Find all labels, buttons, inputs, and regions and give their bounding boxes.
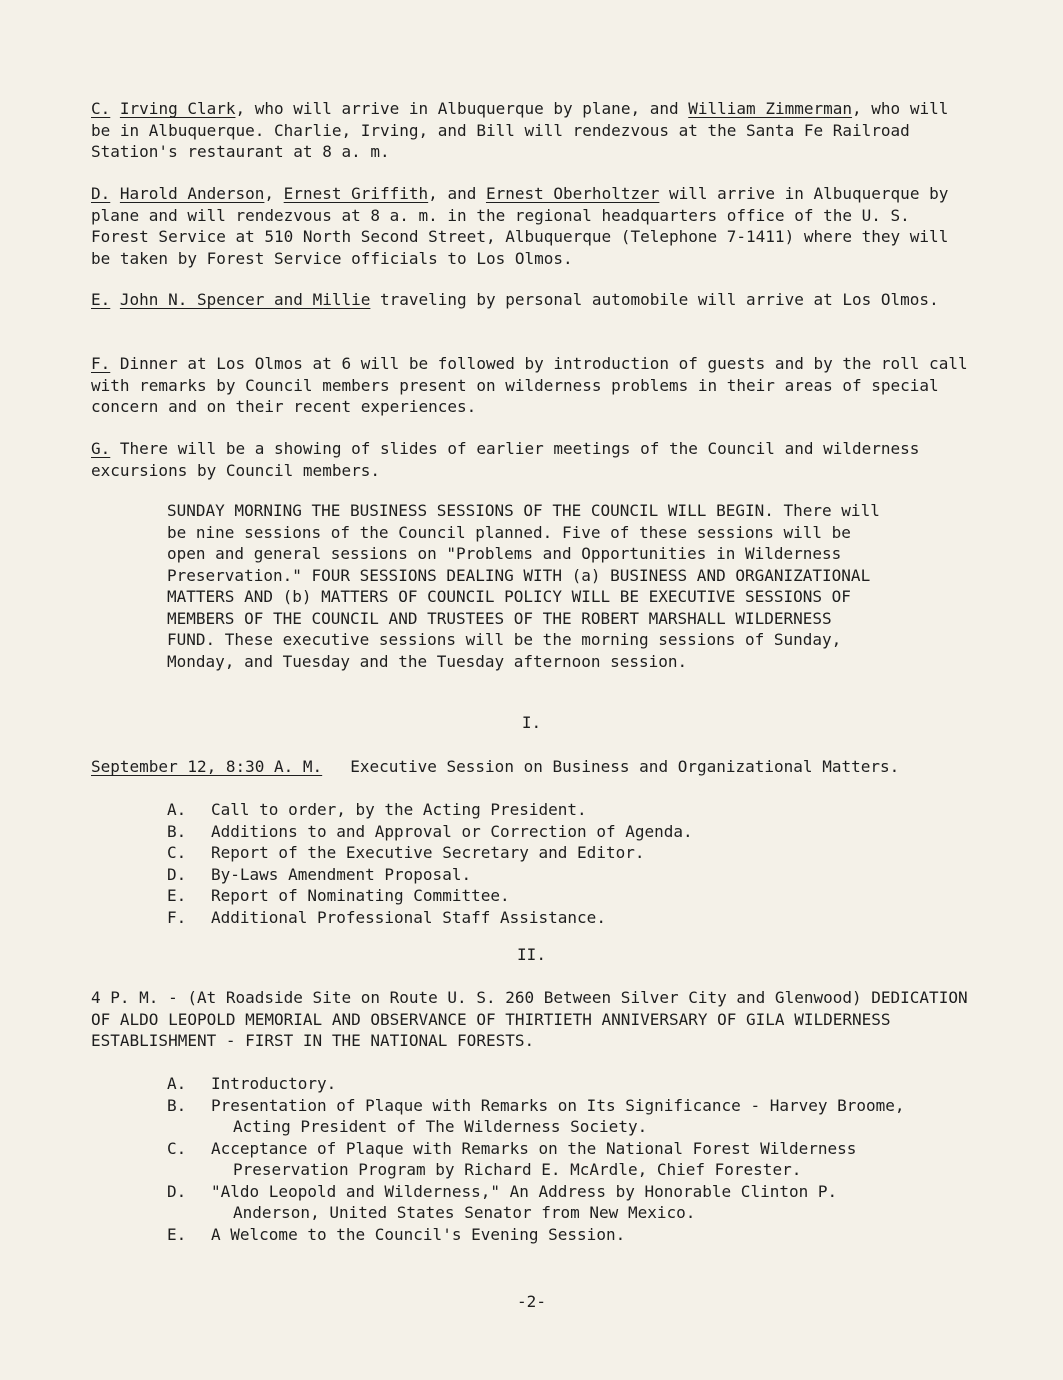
item-letter: B.	[167, 1095, 187, 1115]
paragraph-letter: C.	[91, 99, 111, 118]
paragraph-letter: E.	[91, 290, 111, 309]
person-name: Ernest Griffith	[283, 184, 429, 203]
item-text: Additions to and Approval or Correction of Agenda.	[211, 821, 693, 841]
item-text: Additional Professional Staff Assistance.	[211, 907, 606, 927]
item-text: Report of the Executive Secretary and Editor.	[211, 843, 645, 862]
list-item	[167, 864, 987, 886]
sunday-sessions-block: SUNDAY MORNING THE BUSINESS SESSIONS OF THE COUNCIL WILL BEGIN. There will be nine sessions of the Council planned. Five of these sessions will be open and general sessions on "Problems and Opportunities in Wilderness Preservation." FOUR SESSIONS DEALING WITH (a) BUSINESS AND ORGANIZATIONAL MATTERS AND (b) MATTERS OF COUNCIL POLICY WILL BE EXECUTIVE SESSIONS OF MEMBERS OF THE COUNCIL AND TRUSTEES OF THE ROBERT MARSHALL WILDERNESS FUND. These executive sessions will be the morning sessions of Sunday, Monday, and Tuesday and the Tuesday afternoon session.	[167, 501, 880, 671]
person-name: Harold Anderson	[119, 184, 265, 203]
item-text: A Welcome to the Council's Evening Session.	[211, 1224, 626, 1244]
paragraph-letter: G.	[91, 439, 111, 458]
paragraph-g	[91, 438, 971, 481]
paragraph-text: , and	[428, 184, 486, 203]
agenda-list	[167, 799, 987, 928]
page-number: -2-	[517, 1292, 546, 1311]
paragraph-e	[91, 289, 971, 311]
item-letter: A.	[167, 1074, 187, 1093]
item-letter: F.	[167, 907, 187, 927]
item-letter: D.	[167, 1181, 187, 1201]
paragraph-text: , who will arrive in Albuquerque by plane, and	[235, 99, 689, 118]
paragraph-text: , who will be in Albuquerque. Charlie, Irving, and Bill will rendezvous at the Santa Fe Railroad Station's restaurant at 8 a. m.	[91, 99, 949, 161]
paragraph-d	[91, 183, 971, 269]
agenda-list	[167, 1073, 987, 1245]
item-text-continued: Acting President of The Wilderness Society.	[233, 1117, 648, 1136]
list-item	[167, 799, 987, 821]
item-text: Introductory.	[211, 1074, 337, 1093]
section-heading	[91, 756, 991, 778]
item-text: Presentation of Plaque with Remarks on Its Significance - Harvey Broome,	[211, 1095, 905, 1115]
item-letter: C.	[167, 1138, 187, 1158]
section-heading: 4 P. M. - (At Roadside Site on Route U. S. 260 Between Silver City and Glenwood) DEDICATION OF ALDO LEOPOLD MEMORIAL AND OBSERVANCE OF THIRTIETH ANNIVERSARY OF GILA WILDERNESS ESTABLISHMENT - FIRST IN THE NATIONAL FORESTS.	[91, 988, 968, 1050]
item-text: Report of Nominating Committee.	[211, 886, 510, 905]
list-item	[167, 885, 987, 907]
list-item	[167, 1073, 987, 1095]
item-letter: A.	[167, 800, 187, 819]
paragraph-letter: D.	[91, 184, 111, 203]
item-text-continued: Preservation Program by Richard E. McArdle, Chief Forester.	[233, 1160, 802, 1179]
item-text: "Aldo Leopold and Wilderness," An Address by Honorable Clinton P.	[211, 1181, 838, 1201]
paragraph-c	[91, 98, 971, 163]
person-name: Ernest Oberholtzer	[485, 184, 660, 203]
session-title: Executive Session on Business and Organizational Matters.	[350, 757, 900, 776]
paragraph-text: Dinner at Los Olmos at 6 will be followed by introduction of guests and by the roll call with remarks by Council members present on wilderness problems in their areas of special concern and on their recent experiences.	[91, 354, 968, 416]
item-letter: C.	[167, 843, 187, 862]
person-name: John N. Spencer and Millie	[119, 290, 371, 309]
list-item	[167, 1181, 987, 1224]
list-item	[167, 1224, 987, 1246]
item-letter: E.	[167, 1224, 187, 1244]
paragraph-text: will arrive in Albuquerque by plane and will rendezvous at 8 a. m. in the regional headquarters office of the U. S. Forest Service at 510 North Second Street, Albuquerque (Telephone 7-1411) where they will be taken by Forest Service officials to Los Olmos.	[91, 184, 949, 268]
list-item	[167, 907, 987, 929]
paragraph-text: There will be a showing of slides of earlier meetings of the Council and wilderness excursions by Council members.	[91, 439, 920, 480]
item-text: By-Laws Amendment Proposal.	[211, 864, 472, 884]
person-name: William Zimmerman	[688, 99, 853, 118]
item-letter: E.	[167, 886, 187, 905]
item-text-continued: Anderson, United States Senator from New Mexico.	[233, 1203, 696, 1222]
item-letter: B.	[167, 821, 187, 841]
item-text: Acceptance of Plaque with Remarks on the National Forest Wilderness	[211, 1138, 857, 1158]
paragraph-letter: F.	[91, 354, 111, 373]
session-date: September 12, 8:30 A. M.	[91, 757, 323, 776]
paragraph-text: ,	[264, 184, 284, 203]
section-numeral: II.	[517, 945, 546, 964]
list-item	[167, 821, 987, 843]
list-item	[167, 1138, 987, 1181]
paragraph-text: traveling by personal automobile will arrive at Los Olmos.	[370, 290, 939, 309]
paragraph-f	[91, 353, 971, 418]
item-text: Call to order, by the Acting President.	[211, 800, 587, 819]
list-item	[167, 842, 987, 864]
person-name: Irving Clark	[119, 99, 236, 118]
section-numeral: I.	[521, 713, 542, 732]
item-letter: D.	[167, 864, 187, 884]
list-item	[167, 1095, 987, 1138]
